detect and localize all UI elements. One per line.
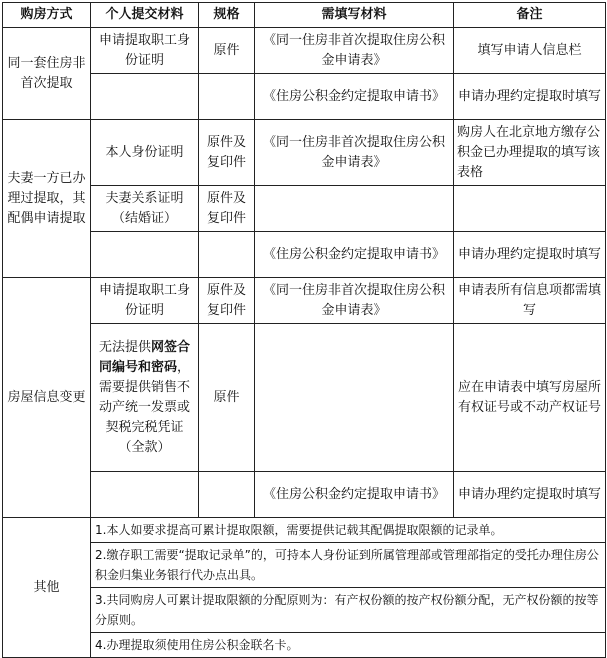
header-purchase-method: 购房方式 — [3, 3, 91, 28]
personal-material-cell — [91, 74, 199, 120]
table-row — [3, 278, 606, 324]
table-row — [3, 232, 606, 278]
remark-cell: 申请办理约定提取时填写 — [454, 472, 606, 518]
purchase-method-cell: 其他 — [3, 518, 91, 658]
specification-cell: 原件及复印件 — [199, 278, 255, 324]
specification-cell — [199, 472, 255, 518]
remark-cell: 购房人在北京地方缴存公积金已办理提取的填写该表格 — [454, 120, 606, 186]
table-row — [3, 633, 606, 658]
specification-cell: 原件 — [199, 324, 255, 472]
purchase-method-cell: 同一套住房非首次提取 — [3, 28, 91, 120]
header-materials-to-fill: 需填写材料 — [255, 3, 454, 28]
specification-cell — [199, 232, 255, 278]
remark-cell: 申请办理约定提取时填写 — [454, 232, 606, 278]
fill-material-cell — [255, 186, 454, 232]
personal-material-cell — [91, 324, 199, 472]
remark-cell: 填写申请人信息栏 — [454, 28, 606, 74]
table-row — [3, 324, 606, 472]
personal-material-cell: 夫妻关系证明（结婚证） — [91, 186, 199, 232]
remark-cell: 申请办理约定提取时填写 — [454, 74, 606, 120]
specification-cell: 原件及复印件 — [199, 186, 255, 232]
table-row — [3, 472, 606, 518]
fill-material-cell: 《同一住房非首次提取住房公积金申请表》 — [255, 28, 454, 74]
fill-material-cell: 《住房公积金约定提取申请书》 — [255, 232, 454, 278]
note-cell: 1.本人如要求提高可累计提取限额，需要提供记载其配偶提取限额的记录单。 — [91, 518, 606, 543]
personal-material-cell: 申请提取职工身份证明 — [91, 28, 199, 74]
table-row — [3, 74, 606, 120]
personal-material-cell: 本人身份证明 — [91, 120, 199, 186]
note-cell: 4.办理提取须使用住房公积金联名卡。 — [91, 633, 606, 658]
fill-material-cell: 《住房公积金约定提取申请书》 — [255, 472, 454, 518]
note-cell: 3.共同购房人可累计提取限额的分配原则为：有产权份额的按产权份额分配，无产权份额的按等分原则。 — [91, 588, 606, 633]
specification-cell: 原件 — [199, 28, 255, 74]
table-row — [3, 28, 606, 74]
purchase-method-cell: 夫妻一方已办理过提取，其配偶申请提取 — [3, 120, 91, 278]
remark-cell — [454, 186, 606, 232]
personal-material-cell — [91, 232, 199, 278]
specification-cell — [199, 74, 255, 120]
header-specification: 规格 — [199, 3, 255, 28]
header-remarks: 备注 — [454, 3, 606, 28]
table-row — [3, 518, 606, 543]
remark-cell: 应在申请表中填写房屋所有权证号或不动产权证号 — [454, 324, 606, 472]
table-row — [3, 588, 606, 633]
table-row — [3, 186, 606, 232]
header-personal-materials: 个人提交材料 — [91, 3, 199, 28]
table-row — [3, 120, 606, 186]
personal-material-post: ，需要提供销售不动产统一发票或契税完税凭证（全款） — [98, 359, 191, 455]
table-row — [3, 543, 606, 588]
note-cell: 2.缴存职工需要“提取记录单”的，可持本人身份证到所属管理部或管理部指定的受托办理住房公积金归集业务银行代办点出具。 — [91, 543, 606, 588]
fill-material-cell: 《同一住房非首次提取住房公积金申请表》 — [255, 278, 454, 324]
fill-material-cell: 《住房公积金约定提取申请书》 — [255, 74, 454, 120]
personal-material-pre: 无法提供 — [98, 339, 151, 355]
fill-material-cell: 《同一住房非首次提取住房公积金申请表》 — [255, 120, 454, 186]
personal-material-cell — [91, 472, 199, 518]
fill-material-cell — [255, 324, 454, 472]
header-row — [3, 3, 606, 28]
withdrawal-materials-table — [2, 2, 606, 658]
remark-cell: 申请表所有信息项都需填写 — [454, 278, 606, 324]
personal-material-cell: 申请提取职工身份证明 — [91, 278, 199, 324]
specification-cell: 原件及复印件 — [199, 120, 255, 186]
personal-material-bold: 网签合同编号和密码 — [98, 339, 191, 375]
purchase-method-cell: 房屋信息变更 — [3, 278, 91, 518]
